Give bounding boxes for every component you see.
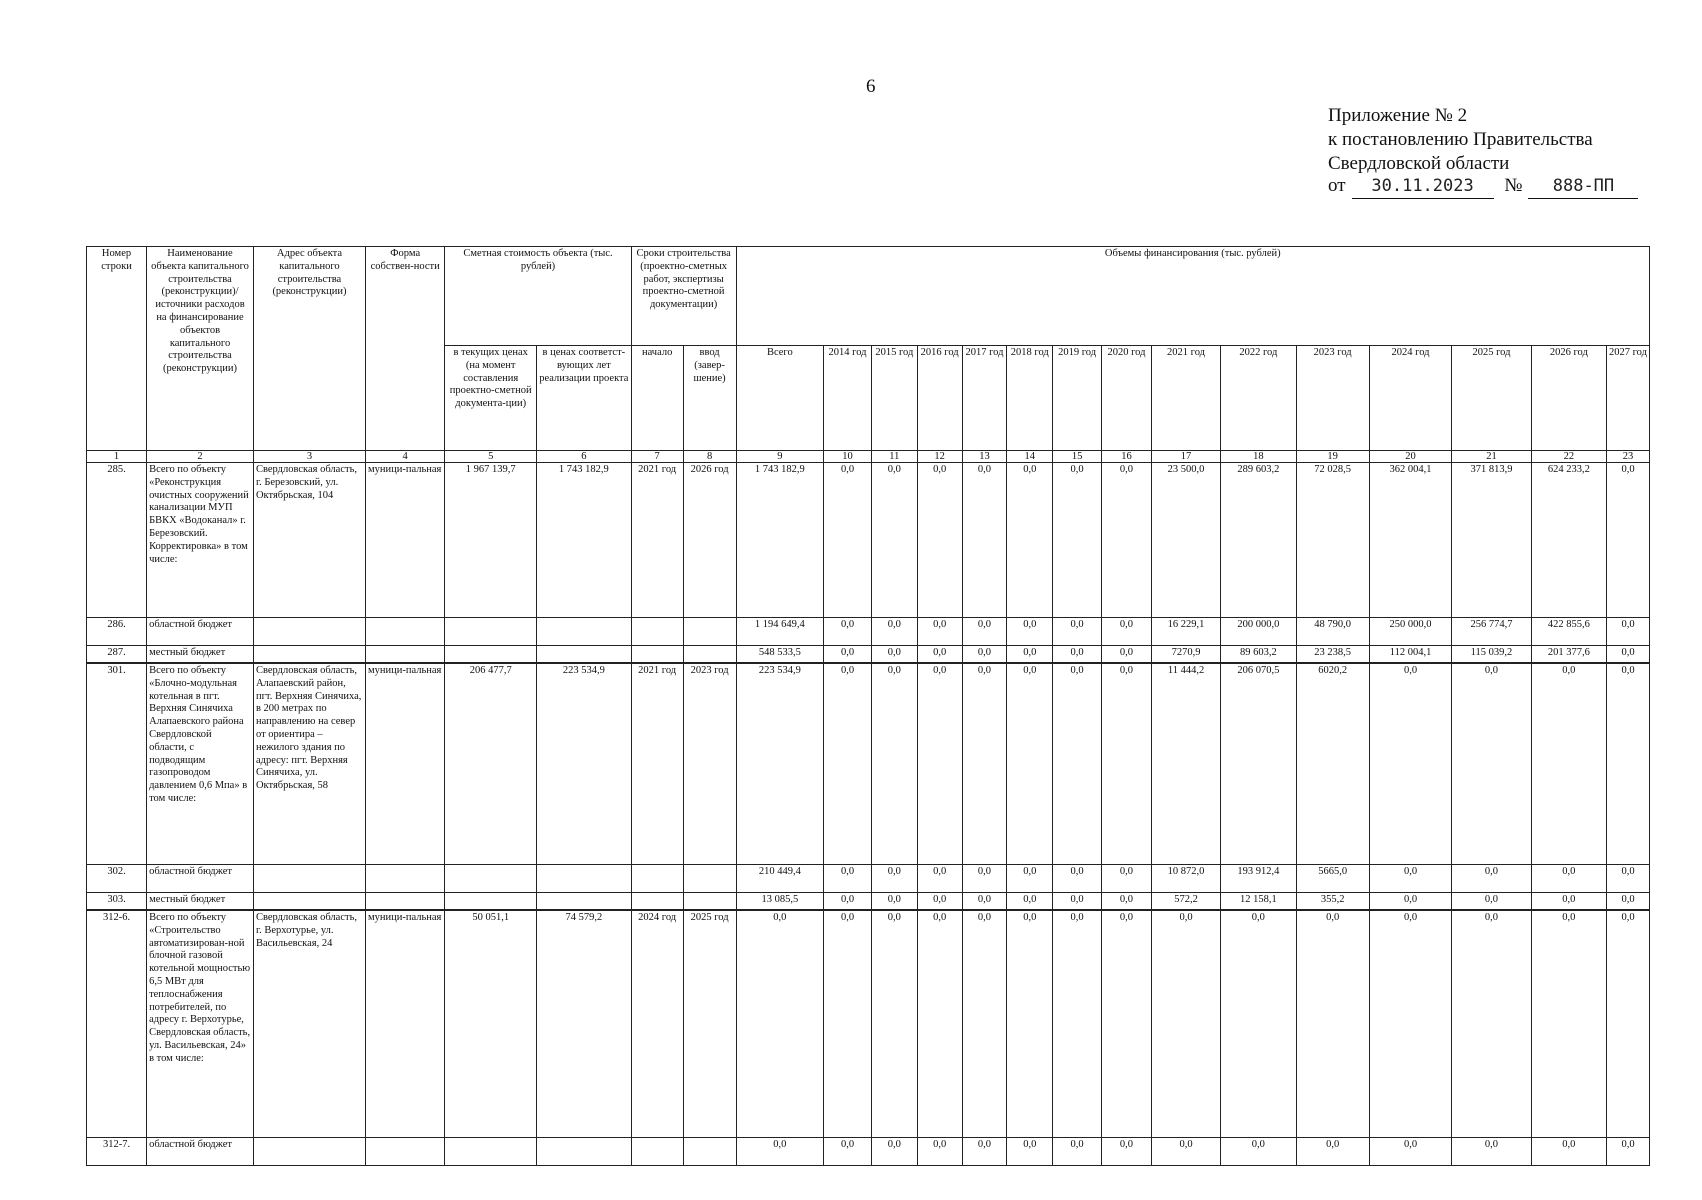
year-value-cell: 0,0 (1151, 1138, 1220, 1166)
year-value-cell: 0,0 (1369, 865, 1451, 893)
table-row (87, 910, 1650, 1138)
year-value-cell: 0,0 (1607, 910, 1650, 1138)
column-index: 13 (962, 451, 1007, 463)
header-start: начало (631, 346, 683, 451)
year-value-cell: 0,0 (1151, 910, 1220, 1138)
header-address: Адрес объекта капитального строительства (реконструкции) (253, 247, 365, 451)
object-name-cell: областной бюджет (147, 865, 254, 893)
year-value-cell: 0,0 (917, 910, 962, 1138)
year-value-cell: 0,0 (917, 865, 962, 893)
table-row (87, 893, 1650, 911)
header-cost-years: в ценах соответст-вующих лет реализации проекта (537, 346, 632, 451)
start-year-cell (631, 1138, 683, 1166)
row-number-cell: 302. (87, 865, 147, 893)
ownership-cell (365, 893, 444, 911)
number-prefix: № (1504, 175, 1523, 196)
column-index: 6 (537, 451, 632, 463)
ownership-cell: муници-пальная (365, 463, 444, 618)
object-name-cell: областной бюджет (147, 1138, 254, 1166)
start-year-cell: 2021 год (631, 663, 683, 865)
ownership-cell (365, 646, 444, 664)
column-index: 11 (871, 451, 917, 463)
year-value-cell: 0,0 (1296, 910, 1369, 1138)
row-number-cell: 312-7. (87, 1138, 147, 1166)
table-row (87, 618, 1650, 646)
year-value-cell: 0,0 (1007, 910, 1053, 1138)
ownership-cell (365, 865, 444, 893)
header-funding-group: Объемы финансирования (тыс. рублей) (736, 247, 1649, 346)
year-value-cell: 0,0 (1369, 893, 1451, 911)
cost-years-cell (537, 893, 632, 911)
header-year-2018: 2018 год (1007, 346, 1053, 451)
year-value-cell: 200 000,0 (1221, 618, 1296, 646)
total-cell: 548 533,5 (736, 646, 824, 664)
column-index: 16 (1102, 451, 1152, 463)
year-value-cell: 0,0 (917, 663, 962, 865)
start-year-cell (631, 893, 683, 911)
year-value-cell: 0,0 (1531, 910, 1606, 1138)
year-value-cell: 6020,2 (1296, 663, 1369, 865)
header-year-2023: 2023 год (1296, 346, 1369, 451)
year-value-cell: 0,0 (1053, 463, 1102, 618)
start-year-cell: 2024 год (631, 910, 683, 1138)
year-value-cell: 0,0 (1531, 1138, 1606, 1166)
cost-current-cell (445, 893, 537, 911)
year-value-cell: 355,2 (1296, 893, 1369, 911)
year-value-cell: 0,0 (1053, 1138, 1102, 1166)
year-value-cell: 256 774,7 (1452, 618, 1531, 646)
year-value-cell: 0,0 (962, 1138, 1007, 1166)
year-value-cell: 0,0 (1296, 1138, 1369, 1166)
column-index: 21 (1452, 451, 1531, 463)
cost-years-cell (537, 646, 632, 664)
column-index: 22 (1531, 451, 1606, 463)
column-index: 1 (87, 451, 147, 463)
year-value-cell: 0,0 (1102, 893, 1152, 911)
year-value-cell: 11 444,2 (1151, 663, 1220, 865)
object-name-cell: Всего по объекту «Блочно-модульная котельная в пгт. Верхняя Синячиха Алапаевского района Свердловской области, с подводящим газопроводом давлением 0,6 Мпа» в том числе: (147, 663, 254, 865)
header-year-2015: 2015 год (871, 346, 917, 451)
year-value-cell: 0,0 (824, 893, 872, 911)
year-value-cell: 0,0 (1053, 618, 1102, 646)
year-value-cell: 72 028,5 (1296, 463, 1369, 618)
total-cell: 0,0 (736, 910, 824, 1138)
object-name-cell: местный бюджет (147, 893, 254, 911)
finish-year-cell: 2023 год (683, 663, 736, 865)
total-cell: 0,0 (736, 1138, 824, 1166)
finish-year-cell: 2026 год (683, 463, 736, 618)
year-value-cell: 0,0 (871, 646, 917, 664)
year-value-cell: 0,0 (1053, 910, 1102, 1138)
header-cost-current: в текущих ценах (на момент составления проектно-сметной документа-ции) (445, 346, 537, 451)
year-value-cell: 0,0 (1369, 663, 1451, 865)
year-value-cell: 0,0 (824, 663, 872, 865)
cost-current-cell: 1 967 139,7 (445, 463, 537, 618)
header-year-2022: 2022 год (1221, 346, 1296, 451)
column-index: 18 (1221, 451, 1296, 463)
year-value-cell: 0,0 (1007, 663, 1053, 865)
year-value-cell: 23 500,0 (1151, 463, 1220, 618)
year-value-cell: 12 158,1 (1221, 893, 1296, 911)
year-value-cell: 0,0 (1007, 618, 1053, 646)
address-cell: Свердловская область, г. Березовский, ул. Октябрьская, 104 (253, 463, 365, 618)
year-value-cell: 0,0 (1607, 865, 1650, 893)
object-name-cell: Всего по объекту «Строительство автоматизирован-ной блочной газовой котельной мощностью 6,5 МВт для теплоснабжения потребителей, по адресу г. Верхотурье, Свердловская область, ул. Васильевская, 24» в том числе: (147, 910, 254, 1138)
finish-year-cell (683, 1138, 736, 1166)
year-value-cell: 0,0 (1007, 865, 1053, 893)
year-value-cell: 0,0 (1102, 618, 1152, 646)
year-value-cell: 0,0 (962, 910, 1007, 1138)
table-body (87, 463, 1650, 1166)
year-value-cell: 0,0 (1369, 1138, 1451, 1166)
year-value-cell: 112 004,1 (1369, 646, 1451, 664)
year-value-cell: 0,0 (917, 1138, 962, 1166)
cost-years-cell (537, 618, 632, 646)
year-value-cell: 0,0 (824, 865, 872, 893)
column-index: 9 (736, 451, 824, 463)
header-year-2027: 2027 год (1607, 346, 1650, 451)
year-value-cell: 0,0 (824, 910, 872, 1138)
header-terms-group: Сроки строительства (проектно-сметных работ, экспертизы проектно-сметной документации) (631, 247, 736, 346)
column-index: 23 (1607, 451, 1650, 463)
header-year-2025: 2025 год (1452, 346, 1531, 451)
row-number-cell: 303. (87, 893, 147, 911)
year-value-cell: 89 603,2 (1221, 646, 1296, 664)
column-index: 3 (253, 451, 365, 463)
cost-current-cell (445, 646, 537, 664)
year-value-cell: 0,0 (962, 663, 1007, 865)
year-value-cell: 16 229,1 (1151, 618, 1220, 646)
year-value-cell: 0,0 (1053, 663, 1102, 865)
year-value-cell: 624 233,2 (1531, 463, 1606, 618)
year-value-cell: 0,0 (1452, 1138, 1531, 1166)
year-value-cell: 0,0 (824, 618, 872, 646)
year-value-cell: 0,0 (917, 463, 962, 618)
year-value-cell: 0,0 (1531, 865, 1606, 893)
address-cell: Свердловская область, Алапаевский район, пгт. Верхняя Синячиха, в 200 метрах по направлению на север от ориентира – нежилого здания по адресу: пгт. Верхняя Синячиха, ул. Октябрьская, 58 (253, 663, 365, 865)
finish-year-cell (683, 865, 736, 893)
ownership-cell (365, 1138, 444, 1166)
year-value-cell: 0,0 (1102, 663, 1152, 865)
row-number-cell: 285. (87, 463, 147, 618)
address-cell (253, 893, 365, 911)
cost-years-cell (537, 1138, 632, 1166)
year-value-cell: 0,0 (824, 646, 872, 664)
header-year-2014: 2014 год (824, 346, 872, 451)
column-index: 7 (631, 451, 683, 463)
table-row (87, 463, 1650, 618)
year-value-cell: 0,0 (1007, 893, 1053, 911)
appendix-title: Приложение № 2 (1328, 105, 1468, 126)
ownership-cell: муници-пальная (365, 910, 444, 1138)
header-ownership: Форма собствен-ности (365, 247, 444, 451)
column-index: 8 (683, 451, 736, 463)
year-value-cell: 0,0 (1053, 865, 1102, 893)
header-year-2021: 2021 год (1151, 346, 1220, 451)
appendix-date-line (1328, 174, 1638, 199)
year-value-cell: 193 912,4 (1221, 865, 1296, 893)
year-value-cell: 0,0 (1007, 646, 1053, 664)
header-cost-group: Сметная стоимость объекта (тыс. рублей) (445, 247, 631, 346)
year-value-cell: 0,0 (1053, 646, 1102, 664)
column-index: 4 (365, 451, 444, 463)
row-number-cell: 301. (87, 663, 147, 865)
column-index: 15 (1053, 451, 1102, 463)
year-value-cell: 0,0 (1102, 646, 1152, 664)
year-value-cell: 289 603,2 (1221, 463, 1296, 618)
funding-table (86, 246, 1650, 1166)
finish-year-cell (683, 618, 736, 646)
date-prefix: от (1328, 175, 1346, 196)
object-name-cell: областной бюджет (147, 618, 254, 646)
year-value-cell: 0,0 (962, 865, 1007, 893)
year-value-cell: 0,0 (962, 893, 1007, 911)
cost-current-cell (445, 1138, 537, 1166)
column-index: 20 (1369, 451, 1451, 463)
address-cell (253, 618, 365, 646)
year-value-cell: 0,0 (871, 618, 917, 646)
address-cell: Свердловская область, г. Верхотурье, ул. Васильевская, 24 (253, 910, 365, 1138)
column-index: 17 (1151, 451, 1220, 463)
column-index: 12 (917, 451, 962, 463)
finish-year-cell (683, 893, 736, 911)
year-value-cell: 0,0 (1053, 893, 1102, 911)
header-name: Наименование объекта капитального строительства (реконструкции)/ источники расходов на финансирование объектов капитального строительства (реконструкции) (147, 247, 254, 451)
year-value-cell: 0,0 (1531, 893, 1606, 911)
year-value-cell: 0,0 (1452, 893, 1531, 911)
year-value-cell: 0,0 (917, 618, 962, 646)
address-cell (253, 646, 365, 664)
year-value-cell: 371 813,9 (1452, 463, 1531, 618)
total-cell: 13 085,5 (736, 893, 824, 911)
year-value-cell: 0,0 (1102, 1138, 1152, 1166)
cost-years-cell: 1 743 182,9 (537, 463, 632, 618)
start-year-cell (631, 618, 683, 646)
page-number: 6 (866, 76, 876, 97)
column-index-row (87, 451, 1650, 463)
year-value-cell: 0,0 (1007, 463, 1053, 618)
start-year-cell (631, 865, 683, 893)
resolution-date: 30.11.2023 (1352, 176, 1494, 199)
column-index: 19 (1296, 451, 1369, 463)
year-value-cell: 0,0 (871, 893, 917, 911)
object-name-cell: местный бюджет (147, 646, 254, 664)
year-value-cell: 7270,9 (1151, 646, 1220, 664)
year-value-cell: 0,0 (1102, 463, 1152, 618)
year-value-cell: 201 377,6 (1531, 646, 1606, 664)
start-year-cell: 2021 год (631, 463, 683, 618)
header-year-2017: 2017 год (962, 346, 1007, 451)
year-value-cell: 0,0 (871, 865, 917, 893)
address-cell (253, 1138, 365, 1166)
start-year-cell (631, 646, 683, 664)
year-value-cell: 0,0 (1221, 1138, 1296, 1166)
resolution-number: 888-ПП (1528, 176, 1638, 199)
year-value-cell: 0,0 (871, 663, 917, 865)
column-index: 2 (147, 451, 254, 463)
finish-year-cell: 2025 год (683, 910, 736, 1138)
cost-current-cell (445, 865, 537, 893)
year-value-cell: 0,0 (917, 893, 962, 911)
header-finish: ввод (завер-шение) (683, 346, 736, 451)
year-value-cell: 0,0 (824, 1138, 872, 1166)
year-value-cell: 362 004,1 (1369, 463, 1451, 618)
year-value-cell: 0,0 (1607, 646, 1650, 664)
header-year-2026: 2026 год (1531, 346, 1606, 451)
year-value-cell: 0,0 (1607, 618, 1650, 646)
year-value-cell: 0,0 (1007, 1138, 1053, 1166)
year-value-cell: 0,0 (871, 1138, 917, 1166)
column-index: 14 (1007, 451, 1053, 463)
year-value-cell: 0,0 (917, 646, 962, 664)
header-year-2016: 2016 год (917, 346, 962, 451)
appendix-line-region: Свердловской области (1328, 153, 1510, 174)
row-number-cell: 287. (87, 646, 147, 664)
finish-year-cell (683, 646, 736, 664)
year-value-cell: 0,0 (1452, 663, 1531, 865)
year-value-cell: 0,0 (1369, 910, 1451, 1138)
year-value-cell: 0,0 (1607, 463, 1650, 618)
ownership-cell: муници-пальная (365, 663, 444, 865)
cost-current-cell: 206 477,7 (445, 663, 537, 865)
year-value-cell: 115 039,2 (1452, 646, 1531, 664)
appendix-header (1328, 104, 1638, 199)
year-value-cell: 0,0 (1607, 663, 1650, 865)
column-index: 5 (445, 451, 537, 463)
ownership-cell (365, 618, 444, 646)
year-value-cell: 0,0 (1607, 1138, 1650, 1166)
table-row (87, 865, 1650, 893)
cost-current-cell (445, 618, 537, 646)
year-value-cell: 0,0 (1531, 663, 1606, 865)
cost-years-cell: 74 579,2 (537, 910, 632, 1138)
year-value-cell: 5665,0 (1296, 865, 1369, 893)
total-cell: 1 194 649,4 (736, 618, 824, 646)
year-value-cell: 0,0 (824, 463, 872, 618)
header-year-2024: 2024 год (1369, 346, 1451, 451)
year-value-cell: 0,0 (1102, 865, 1152, 893)
object-name-cell: Всего по объекту «Реконструкция очистных сооружений канализации МУП БВКХ «Водоканал» г. Березовский. Корректировка» в том числе: (147, 463, 254, 618)
year-value-cell: 0,0 (962, 463, 1007, 618)
total-cell: 210 449,4 (736, 865, 824, 893)
appendix-line-resolution: к постановлению Правительства (1328, 129, 1593, 150)
row-number-cell: 286. (87, 618, 147, 646)
year-value-cell: 250 000,0 (1369, 618, 1451, 646)
year-value-cell: 0,0 (1607, 893, 1650, 911)
year-value-cell: 422 855,6 (1531, 618, 1606, 646)
year-value-cell: 0,0 (871, 463, 917, 618)
year-value-cell: 0,0 (1452, 910, 1531, 1138)
year-value-cell: 572,2 (1151, 893, 1220, 911)
year-value-cell: 0,0 (1452, 865, 1531, 893)
year-value-cell: 0,0 (871, 910, 917, 1138)
total-cell: 1 743 182,9 (736, 463, 824, 618)
row-number-cell: 312-6. (87, 910, 147, 1138)
address-cell (253, 865, 365, 893)
year-value-cell: 0,0 (1221, 910, 1296, 1138)
cost-years-cell: 223 534,9 (537, 663, 632, 865)
header-row-1 (87, 247, 1650, 346)
table-row (87, 663, 1650, 865)
header-row-num: Номер строки (87, 247, 147, 451)
funding-table-container (86, 246, 1650, 1166)
year-value-cell: 10 872,0 (1151, 865, 1220, 893)
table-row (87, 646, 1650, 664)
header-total: Всего (736, 346, 824, 451)
cost-current-cell: 50 051,1 (445, 910, 537, 1138)
year-value-cell: 23 238,5 (1296, 646, 1369, 664)
total-cell: 223 534,9 (736, 663, 824, 865)
year-value-cell: 48 790,0 (1296, 618, 1369, 646)
year-value-cell: 0,0 (962, 646, 1007, 664)
year-value-cell: 0,0 (962, 618, 1007, 646)
header-year-2020: 2020 год (1102, 346, 1152, 451)
table-row (87, 1138, 1650, 1166)
year-value-cell: 0,0 (1102, 910, 1152, 1138)
cost-years-cell (537, 865, 632, 893)
header-year-2019: 2019 год (1053, 346, 1102, 451)
column-index: 10 (824, 451, 872, 463)
year-value-cell: 206 070,5 (1221, 663, 1296, 865)
